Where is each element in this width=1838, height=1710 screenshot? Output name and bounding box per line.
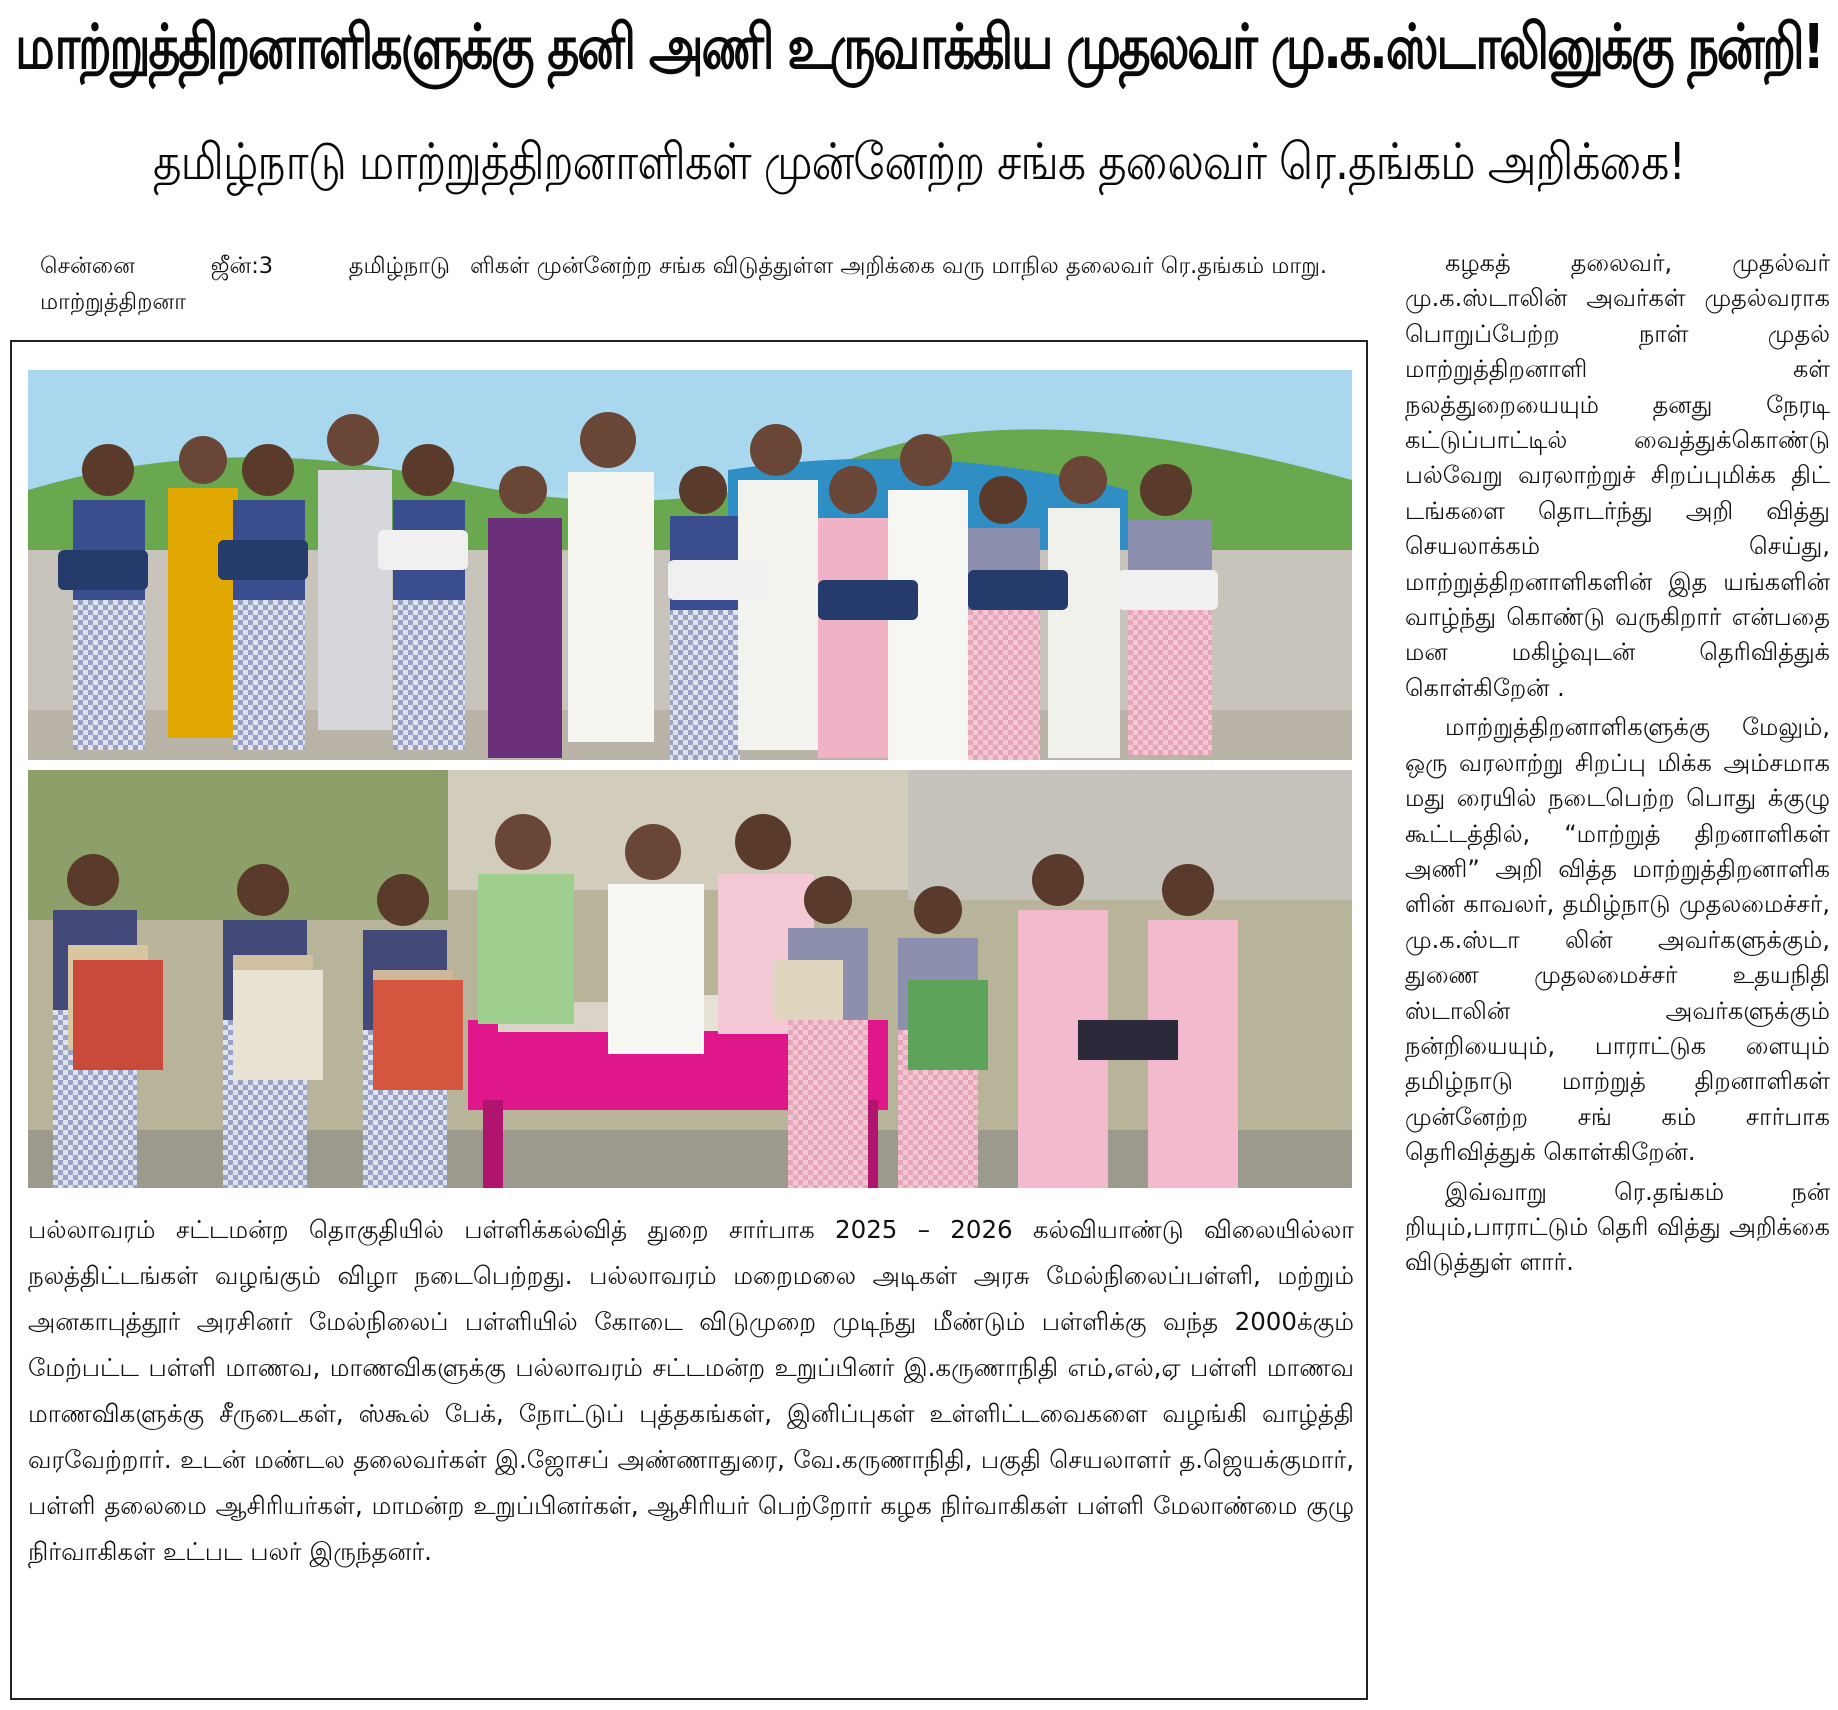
dateline-column-1: சென்னை ஜீன்:3 தமிழ்நாடு மாற்றுத்திறனா [40,253,450,315]
photo-book-distribution [28,770,1352,1188]
right-paragraph: இவ்வாறு ரெ.தங்கம் நன் றியும்,பாராட்டும் தெரி வித்து அறிக்கை விடுத்துள் ளார். [1405,1177,1830,1277]
photo-caption: பல்லாவரம் சட்டமன்ற தொகுதியில் பள்ளிக்கல்வித் துறை சார்பாக 2025 – 2026 கல்வியாண்டு விலையில்லா நலத்திட்டங்கள் வழங்கும் விழா நடைபெற்றது. பல்லாவரம் மறைமலை அடிகள் அரசு மேல்நிலைப்பள்ளி, மற்றும் அனகாபுத்தூர் அரசினர் மேல்நிலைப் பள்ளியில் கோடை விடுமுறை முடிந்து மீண்டும் பள்ளிக்கு வந்த 2000க்கும் மேற்பட்ட பள்ளி மாணவ, மாணவிகளுக்கு பல்லாவரம் சட்டமன்ற உறுப்பினர் இ.கருணாநிதி எம்,எல்,ஏ பள்ளி மாணவ மாணவிகளுக்கு சீருடைகள், ஸ்கூல் பேக், நோட்டுப் புத்தகங்கள், இனிப்புகள் உள்ளிட்டவைகளை வழங்கி வாழ்த்தி வரவேற்றார். உடன் மண்டல தலைவர்கள் இ.ஜோசப் அண்ணாதுரை, வே.கருணாநிதி, பகுதி செயலாளர் த.ஜெயக்குமார், பள்ளி தலைமை ஆசிரியர்கள், மாமன்ற உறுப்பினர்கள், ஆசிரியர் பெற்றோர் கழக நிர்வாகிகள் பள்ளி மேலாண்மை குழு நிர்வாகிகள் உட்பட பலர் இருந்தனர். [28,1215,1354,1566]
headline: மாற்றுத்திறனாளிகளுக்கு தனி அணி உருவாக்கிய முதலவர் மு.க.ஸ்டாலினுக்கு நன்றி! [15,11,1823,83]
right-paragraph: மாற்றுத்திறனாளிகளுக்கு மேலும், ஒரு வரலாற்று சிறப்பு மிக்க அம்சமாக மது ரையில் நடைபெற்ற பொது க்குழு கூட்டத்தில், “மாற்றுத் திறனாளிகள் அணி” அறி வித்த மாற்றுத்திறனாளிக ளின் காவலர், தமிழ்நாடு முதலமைச்சர், மு.க.ஸ்டா லின் அவர்களுக்கும், துணை முதலமைச்சர் உதயநிதி ஸ்டாலின் அவர்களுக்கும் நன்றியையும், பாராட்டுக ளையும் தமிழ்நாடு மாற்றுத் திறனாளிகள் முன்னேற்ற சங் கம் சார்பாக தெரிவித்துக் கொள்கிறேன். [1405,713,1830,1167]
subheadline: தமிழ்நாடு மாற்றுத்திறனாளிகள் முன்னேற்ற சங்க தலைவர் ரெ.தங்கம் அறிக்கை! [152,133,1686,192]
dateline-column-2: ளிகள் முன்னேற்ற சங்க விடுத்துள்ள அறிக்கை வரு மாநில தலைவர் ரெ.தங்கம் மாறு. [470,253,1328,279]
right-paragraph: கழகத் தலைவர், முதல்வர் மு.க.ஸ்டாலின் அவர்கள் முதல்வராக பொறுப்பேற்ற நாள் முதல் மாற்றுத்திறனாளி கள் நலத்துறையையும் தனது நேரடி கட்டுப்பாட்டில் வைத்துக்கொண்டு பல்வேறு வரலாற்றுச் சிறப்புமிக்க திட் டங்களை தொடர்ந்து அறி வித்து செயலாக்கம் செய்து, மாற்றுத்திறனாளிகளின் இத யங்களின் வாழ்ந்து கொண்டு வருகிறார் என்பதை மன மகிழ்வுடன் தெரிவித்துக் கொள்கிறேன் . [1405,249,1830,702]
right-column-article [1405,246,1830,1285]
photo-box [10,340,1368,1700]
photo-students-receiving-kits [28,370,1352,760]
